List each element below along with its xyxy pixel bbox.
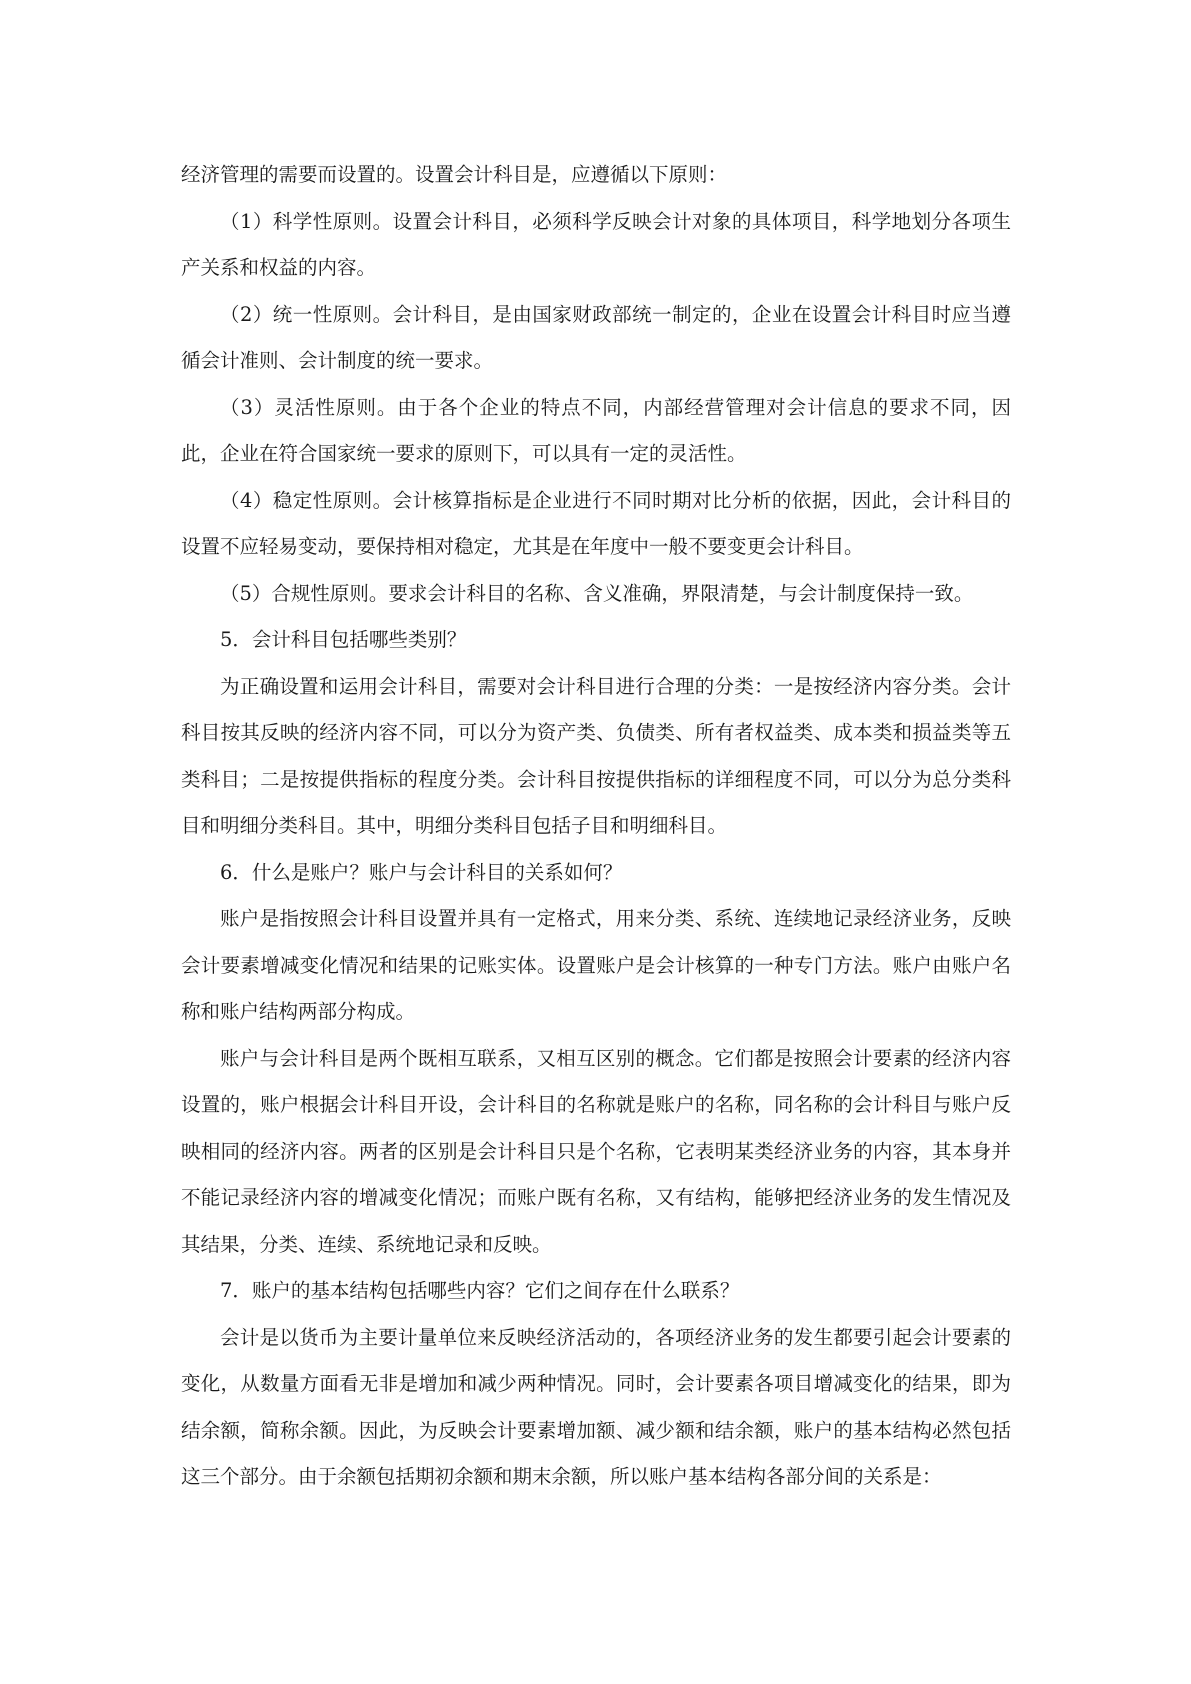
paragraph-principle-scientific: （1）科学性原则。设置会计科目，必须科学反映会计对象的具体项目，科学地划分各项生产关系和权益的内容。 <box>181 209 1011 279</box>
paragraph-principle-stability: （4）稳定性原则。会计核算指标是企业进行不同时期对比分析的依据，因此，会计科目的设置不应轻易变动，要保持相对稳定，尤其是在年度中一般不要变更会计科目。 <box>181 488 1011 558</box>
question-heading-6: 6．什么是账户？账户与会计科目的关系如何？ <box>220 860 623 884</box>
paragraph-intro-continuation: 经济管理的需要而设置的。设置会计科目是，应遵循以下原则： <box>181 163 728 186</box>
paragraph-answer-6-relationship: 账户与会计科目是两个既相互联系，又相互区别的概念。它们都是按照会计要素的经济内容设置的，账户根据会计科目开设，会计科目的名称就是账户的名称，同名称的会计科目与账户反映相同的经济内容。两者的区别是会计科目只是个名称，它表明某类经济业务的内容，其本身并不能记录经济内容的增减变化情况；而账户既有名称，又有结构，能够把经济业务的发生情况及其结果，分类、连续、系统地记录和反映。 <box>181 1046 1011 1256</box>
paragraph-principle-uniformity: （2）统一性原则。会计科目，是由国家财政部统一制定的，企业在设置会计科目时应当遵循会计准则、会计制度的统一要求。 <box>181 302 1011 372</box>
paragraph-principle-compliance: （5）合规性原则。要求会计科目的名称、含义准确，界限清楚，与会计制度保持一致。 <box>220 581 974 605</box>
paragraph-answer-7: 会计是以货币为主要计量单位来反映经济活动的，各项经济业务的发生都要引起会计要素的变化，从数量方面看无非是增加和减少两种情况。同时，会计要素各项目增减变化的结果，即为结余额，简称余额。因此，为反映会计要素增加额、减少额和结余额，账户的基本结构必然包括这三个部分。由于余额包括期初余额和期末余额，所以账户基本结构各部分间的关系是： <box>181 1325 1011 1488</box>
question-heading-5: 5．会计科目包括哪些类别？ <box>220 628 467 651</box>
question-heading-7: 7．账户的基本结构包括哪些内容？它们之间存在什么联系？ <box>220 1279 740 1302</box>
paragraph-answer-6-definition: 账户是指按照会计科目设置并具有一定格式，用来分类、系统、连续地记录经济业务，反映会计要素增减变化情况和结果的记账实体。设置账户是会计核算的一种专门方法。账户由账户名称和账户结构两部分构成。 <box>181 907 1011 1023</box>
paragraph-principle-flexibility: （3）灵活性原则。由于各个企业的特点不同，内部经营管理对会计信息的要求不同，因此，企业在符合国家统一要求的原则下，可以具有一定的灵活性。 <box>181 395 1011 465</box>
paragraph-answer-5: 为正确设置和运用会计科目，需要对会计科目进行合理的分类：一是按经济内容分类。会计科目按其反映的经济内容不同，可以分为资产类、负债类、所有者权益类、成本类和损益类等五类科目；二是按提供指标的程度分类。会计科目按提供指标的详细程度不同，可以分为总分类科目和明细分类科目。其中，明细分类科目包括子目和明细科目。 <box>181 674 1011 837</box>
document-body <box>181 152 1011 1501</box>
